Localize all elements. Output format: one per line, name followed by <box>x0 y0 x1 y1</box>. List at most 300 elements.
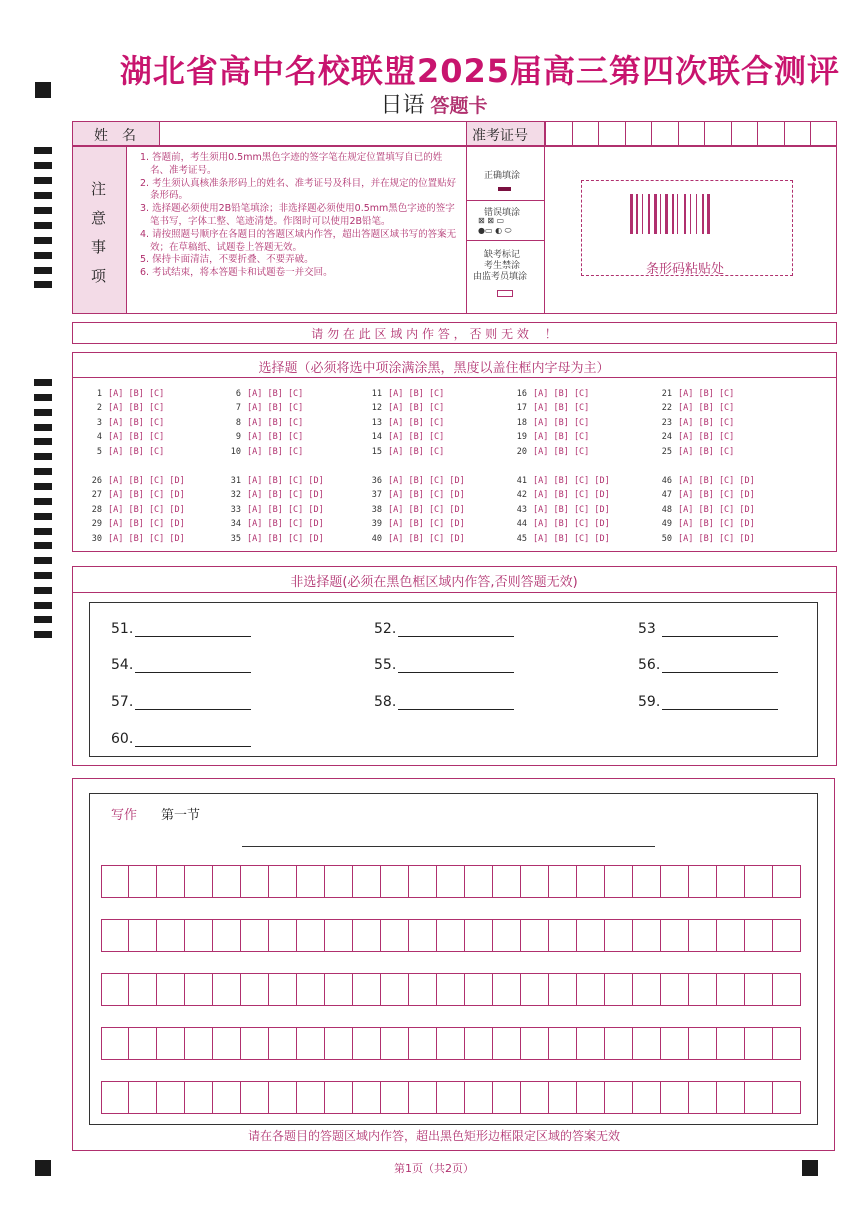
choice-item[interactable] <box>86 490 185 500</box>
exam-id-digit-cell[interactable] <box>598 121 625 146</box>
name-field[interactable] <box>160 121 466 146</box>
choice-options[interactable]: [A] [B] [C] <box>108 432 165 443</box>
q59[interactable] <box>638 694 778 710</box>
writing-cell[interactable] <box>381 1081 409 1114</box>
choice-number: 23 <box>661 417 672 428</box>
writing-cell[interactable] <box>381 973 409 1006</box>
writing-cell[interactable] <box>157 865 185 898</box>
q53[interactable] <box>638 621 778 637</box>
writing-cell[interactable] <box>241 973 269 1006</box>
choice-item[interactable] <box>86 403 164 413</box>
choice-options[interactable]: [A] [B] [C] <box>108 446 165 457</box>
choice-item[interactable] <box>366 447 444 457</box>
writing-cell[interactable] <box>297 919 325 952</box>
writing-cell[interactable] <box>605 1027 633 1060</box>
timing-mark <box>34 513 52 520</box>
choice-options[interactable]: [A] [B] [C] [D] <box>247 490 324 501</box>
writing-grid-row[interactable] <box>101 919 801 952</box>
exam-id-digit-cell[interactable] <box>704 121 731 146</box>
choice-item[interactable] <box>366 389 444 399</box>
writing-cell[interactable] <box>101 1027 129 1060</box>
timing-mark <box>34 252 52 259</box>
barcode-bar <box>642 194 643 234</box>
choice-number: 25 <box>661 446 672 457</box>
choice-item[interactable] <box>656 418 734 428</box>
writing-cell[interactable] <box>549 1027 577 1060</box>
writing-cell[interactable] <box>325 865 353 898</box>
choice-item[interactable] <box>656 447 734 457</box>
choice-options[interactable]: [A] [B] [C] <box>533 446 590 457</box>
writing-cell[interactable] <box>353 919 381 952</box>
choice-number: 18 <box>516 417 527 428</box>
writing-cell[interactable] <box>577 1027 605 1060</box>
choice-options[interactable]: [A] [B] [C] [D] <box>388 490 465 501</box>
writing-cell[interactable] <box>465 1081 493 1114</box>
choice-number: 32 <box>230 490 241 501</box>
notice-item: 5. 保持卡面清洁，不要折叠、不要弄破。 <box>140 254 314 266</box>
timing-mark <box>34 177 52 184</box>
writing-cell[interactable] <box>465 1027 493 1060</box>
choice-item[interactable] <box>656 403 734 413</box>
choice-item[interactable] <box>366 534 465 544</box>
writing-cell[interactable] <box>437 865 465 898</box>
writing-cell[interactable] <box>493 1081 521 1114</box>
choice-options[interactable]: [A] [B] [C] [D] <box>533 490 610 501</box>
writing-cell[interactable] <box>689 1081 717 1114</box>
choice-options[interactable]: [A] [B] [C] <box>678 403 735 414</box>
writing-cell[interactable] <box>521 1081 549 1114</box>
choice-number: 35 <box>230 533 241 544</box>
writing-cell[interactable] <box>605 865 633 898</box>
writing-cell[interactable] <box>661 1027 689 1060</box>
divider <box>72 592 837 593</box>
choice-options[interactable]: [A] [B] [C] [D] <box>247 476 324 486</box>
writing-cell[interactable] <box>185 1027 213 1060</box>
barcode-bar <box>707 194 710 234</box>
writing-cell[interactable] <box>577 919 605 952</box>
writing-cell[interactable] <box>409 919 437 952</box>
writing-cell[interactable] <box>661 865 689 898</box>
writing-cell[interactable] <box>521 973 549 1006</box>
choice-item[interactable] <box>86 447 164 457</box>
writing-cell[interactable] <box>213 865 241 898</box>
writing-cell[interactable] <box>269 1027 297 1060</box>
card-label: 答题卡 <box>430 95 488 117</box>
choice-item[interactable] <box>225 490 324 500</box>
choice-options[interactable]: [A] [B] [C] [D] <box>108 504 185 515</box>
writing-cell[interactable] <box>773 1027 801 1060</box>
writing-cell[interactable] <box>661 973 689 1006</box>
writing-cell[interactable] <box>605 1081 633 1114</box>
choice-options[interactable]: [A] [B] [C] [D] <box>388 519 465 530</box>
choice-item[interactable] <box>225 534 324 544</box>
exam-id-digit-cell[interactable] <box>810 121 837 146</box>
writing-cell[interactable] <box>297 865 325 898</box>
choice-item[interactable] <box>656 490 755 500</box>
choice-options[interactable]: [A] [B] [C] [D] <box>533 504 610 515</box>
writing-cell[interactable] <box>241 1027 269 1060</box>
choice-options[interactable]: [A] [B] [C] [D] <box>678 490 755 501</box>
choice-options[interactable]: [A] [B] [C] <box>108 403 165 414</box>
writing-cell[interactable] <box>493 1027 521 1060</box>
name-label: 姓 名 <box>94 128 136 144</box>
choice-item[interactable] <box>366 418 444 428</box>
choice-options[interactable]: [A] [B] [C] [D] <box>388 533 465 544</box>
writing-cell[interactable] <box>381 1027 409 1060</box>
choice-item[interactable] <box>511 534 610 544</box>
writing-cell[interactable] <box>577 1081 605 1114</box>
writing-cell[interactable] <box>185 919 213 952</box>
choice-item[interactable] <box>511 519 610 529</box>
choice-item[interactable] <box>511 403 589 413</box>
writing-cell[interactable] <box>269 1081 297 1114</box>
choice-item[interactable] <box>225 403 303 413</box>
divider <box>466 240 545 241</box>
writing-cell[interactable] <box>353 1027 381 1060</box>
writing-cell[interactable] <box>353 1081 381 1114</box>
writing-cell[interactable] <box>353 973 381 1006</box>
writing-cell[interactable] <box>689 1027 717 1060</box>
choice-options[interactable]: [A] [B] [C] [D] <box>108 490 185 501</box>
choice-number: 21 <box>661 389 672 399</box>
exam-id-digit-cell[interactable] <box>572 121 599 146</box>
choice-item[interactable] <box>86 476 185 486</box>
choice-item[interactable] <box>366 476 465 486</box>
choice-item[interactable] <box>511 490 610 500</box>
writing-cell[interactable] <box>325 919 353 952</box>
writing-cell[interactable] <box>129 973 157 1006</box>
choice-options[interactable]: [A] [B] [C] <box>247 389 304 399</box>
choice-item[interactable] <box>511 447 589 457</box>
choice-item[interactable] <box>86 418 164 428</box>
writing-cell[interactable] <box>213 919 241 952</box>
writing-cell[interactable] <box>493 919 521 952</box>
writing-cell[interactable] <box>381 865 409 898</box>
barcode-bar <box>665 194 668 234</box>
writing-cell[interactable] <box>465 973 493 1006</box>
choice-options[interactable]: [A] [B] [C] <box>678 389 735 399</box>
choice-options[interactable]: [A] [B] [C] [D] <box>247 533 324 544</box>
writing-cell[interactable] <box>437 1081 465 1114</box>
choice-options[interactable]: [A] [B] [C] [D] <box>388 504 465 515</box>
choice-number: 27 <box>91 490 102 501</box>
writing-cell[interactable] <box>185 865 213 898</box>
writing-cell[interactable] <box>157 973 185 1006</box>
choice-options[interactable]: [A] [B] [C] <box>247 403 304 414</box>
choice-item[interactable] <box>225 389 303 399</box>
writing-cell[interactable] <box>661 1081 689 1114</box>
q55[interactable] <box>374 657 514 673</box>
choice-options[interactable]: [A] [B] [C] <box>388 403 445 414</box>
writing-cell[interactable] <box>129 1027 157 1060</box>
writing-cell[interactable] <box>577 865 605 898</box>
writing-cell[interactable] <box>773 919 801 952</box>
writing-frame <box>89 793 818 1125</box>
writing-cell[interactable] <box>549 865 577 898</box>
choice-options[interactable]: [A] [B] [C] <box>388 446 445 457</box>
choice-item[interactable] <box>366 490 465 500</box>
writing-cell[interactable] <box>633 973 661 1006</box>
choice-options[interactable]: [A] [B] [C] <box>533 403 590 414</box>
choice-number: 37 <box>371 490 382 501</box>
choice-item[interactable] <box>511 418 589 428</box>
choice-title: 选择题（必须将选中项涂满涂黑，黑度以盖住框内字母为主） <box>258 361 610 376</box>
writing-cell[interactable] <box>549 919 577 952</box>
choice-item[interactable] <box>225 476 324 486</box>
writing-cell[interactable] <box>773 865 801 898</box>
writing-cell[interactable] <box>437 919 465 952</box>
wrong-fill-label: 错误填涂 <box>484 208 521 218</box>
choice-item[interactable] <box>656 476 755 486</box>
q57[interactable] <box>111 694 251 710</box>
choice-options[interactable]: [A] [B] [C] <box>388 417 445 428</box>
choice-options[interactable]: [A] [B] [C] <box>247 432 304 443</box>
choice-options[interactable]: [A] [B] [C] <box>247 417 304 428</box>
choice-options[interactable]: [A] [B] [C] [D] <box>678 476 755 486</box>
writing-cell[interactable] <box>745 973 773 1006</box>
writing-cell[interactable] <box>773 973 801 1006</box>
absent-mark-box[interactable] <box>497 290 513 297</box>
notice-item: 6. 考试结束，将本答题卡和试题卷一并交回。 <box>140 267 333 279</box>
writing-cell[interactable] <box>437 973 465 1006</box>
choice-number: 9 <box>235 432 241 443</box>
exam-id-digit-cell[interactable] <box>545 121 572 146</box>
writing-cell[interactable] <box>745 1081 773 1114</box>
writing-cell[interactable] <box>661 919 689 952</box>
page-title: 湖北省高中名校联盟2025届高三第四次联合测评 <box>119 52 840 90</box>
writing-cell[interactable] <box>381 919 409 952</box>
writing-cell[interactable] <box>157 919 185 952</box>
exam-id-digit-cell[interactable] <box>757 121 784 146</box>
choice-item[interactable] <box>511 389 589 399</box>
writing-cell[interactable] <box>101 973 129 1006</box>
writing-cell[interactable] <box>717 919 745 952</box>
writing-cell[interactable] <box>213 1027 241 1060</box>
writing-cell[interactable] <box>241 919 269 952</box>
choice-item[interactable] <box>86 389 164 399</box>
writing-cell[interactable] <box>745 865 773 898</box>
writing-cell[interactable] <box>129 865 157 898</box>
barcode-bar <box>654 194 657 234</box>
choice-options[interactable]: [A] [B] [C] [D] <box>533 519 610 530</box>
choice-options[interactable]: [A] [B] [C] <box>678 417 735 428</box>
choice-number: 50 <box>661 533 672 544</box>
writing-cell[interactable] <box>213 1081 241 1114</box>
writing-title-line[interactable] <box>242 846 655 847</box>
choice-item[interactable] <box>225 418 303 428</box>
writing-cell[interactable] <box>269 973 297 1006</box>
writing-cell[interactable] <box>633 919 661 952</box>
choice-options[interactable]: [A] [B] [C] [D] <box>247 504 324 515</box>
choice-options[interactable]: [A] [B] [C] [D] <box>533 476 610 486</box>
writing-cell[interactable] <box>745 1027 773 1060</box>
writing-cell[interactable] <box>689 865 717 898</box>
choice-options[interactable]: [A] [B] [C] [D] <box>388 476 465 486</box>
choice-item[interactable] <box>225 432 303 442</box>
choice-item[interactable] <box>511 505 610 515</box>
writing-cell[interactable] <box>185 1081 213 1114</box>
timing-mark <box>34 528 52 535</box>
choice-options[interactable]: [A] [B] [C] [D] <box>247 519 324 530</box>
choice-options[interactable]: [A] [B] [C] <box>388 389 445 399</box>
choice-number: 13 <box>371 417 382 428</box>
choice-options[interactable]: [A] [B] [C] <box>533 389 590 399</box>
q54[interactable] <box>111 657 251 673</box>
choice-item[interactable] <box>366 519 465 529</box>
choice-number: 5 <box>96 446 102 457</box>
choice-item[interactable] <box>225 519 324 529</box>
choice-item[interactable] <box>656 534 755 544</box>
choice-item[interactable] <box>86 505 185 515</box>
writing-cell[interactable] <box>269 919 297 952</box>
choice-options[interactable]: [A] [B] [C] <box>388 432 445 443</box>
choice-item[interactable] <box>86 432 164 442</box>
q60[interactable] <box>111 731 251 747</box>
exam-id-digit-cell[interactable] <box>731 121 758 146</box>
choice-item[interactable] <box>511 476 610 486</box>
writing-cell[interactable] <box>353 865 381 898</box>
choice-options[interactable]: [A] [B] [C] [D] <box>678 533 755 544</box>
exam-id-digit-cell[interactable] <box>651 121 678 146</box>
q52[interactable] <box>374 621 514 637</box>
writing-cell[interactable] <box>101 1081 129 1114</box>
writing-cell[interactable] <box>325 973 353 1006</box>
barcode-bar <box>648 194 650 234</box>
writing-cell[interactable] <box>717 1081 745 1114</box>
writing-cell[interactable] <box>745 919 773 952</box>
writing-cell[interactable] <box>577 973 605 1006</box>
choice-item[interactable] <box>366 505 465 515</box>
choice-item[interactable] <box>656 505 755 515</box>
choice-options[interactable]: [A] [B] [C] <box>678 432 735 443</box>
writing-cell[interactable] <box>409 1027 437 1060</box>
writing-grid-row[interactable] <box>101 1027 801 1060</box>
choice-item[interactable] <box>656 519 755 529</box>
writing-cell[interactable] <box>241 865 269 898</box>
choice-item[interactable] <box>86 534 185 544</box>
writing-cell[interactable] <box>437 1027 465 1060</box>
writing-cell[interactable] <box>157 1027 185 1060</box>
q-number: 55. <box>374 657 397 673</box>
writing-cell[interactable] <box>465 919 493 952</box>
choice-options[interactable]: [A] [B] [C] <box>533 432 590 443</box>
writing-cell[interactable] <box>549 1081 577 1114</box>
choice-item[interactable] <box>225 447 303 457</box>
writing-cell[interactable] <box>717 865 745 898</box>
choice-number: 29 <box>91 519 102 530</box>
choice-options[interactable]: [A] [B] [C] [D] <box>108 519 185 530</box>
writing-cell[interactable] <box>605 919 633 952</box>
choice-number: 17 <box>516 403 527 414</box>
choice-item[interactable] <box>656 389 734 399</box>
q56[interactable] <box>638 657 778 673</box>
writing-cell[interactable] <box>101 865 129 898</box>
writing-cell[interactable] <box>409 1081 437 1114</box>
choice-options[interactable]: [A] [B] [C] <box>108 389 165 399</box>
choice-item[interactable] <box>656 432 734 442</box>
choice-item[interactable] <box>225 505 324 515</box>
timing-mark <box>34 379 52 386</box>
timing-mark <box>34 267 52 274</box>
choice-item[interactable] <box>86 519 185 529</box>
writing-cell[interactable] <box>325 1027 353 1060</box>
writing-cell[interactable] <box>157 1081 185 1114</box>
choice-options[interactable]: [A] [B] [C] [D] <box>678 519 755 530</box>
writing-cell[interactable] <box>605 973 633 1006</box>
writing-cell[interactable] <box>717 1027 745 1060</box>
writing-cell[interactable] <box>185 973 213 1006</box>
timing-mark <box>34 631 52 638</box>
writing-grid-row[interactable] <box>101 865 801 898</box>
writing-cell[interactable] <box>521 919 549 952</box>
q51[interactable] <box>111 621 251 637</box>
choice-options[interactable]: [A] [B] [C] <box>108 417 165 428</box>
writing-cell[interactable] <box>409 973 437 1006</box>
choice-options[interactable]: [A] [B] [C] [D] <box>533 533 610 544</box>
q58[interactable] <box>374 694 514 710</box>
writing-cell[interactable] <box>633 865 661 898</box>
timing-mark <box>34 616 52 623</box>
writing-grid-row[interactable] <box>101 1081 801 1114</box>
writing-cell[interactable] <box>101 919 129 952</box>
choice-item[interactable] <box>366 403 444 413</box>
writing-cell[interactable] <box>717 973 745 1006</box>
choice-number: 30 <box>91 533 102 544</box>
timing-mark <box>34 468 52 475</box>
notice-label-2: 意 <box>91 209 107 227</box>
exam-id-digit-cell[interactable] <box>678 121 705 146</box>
writing-cell[interactable] <box>689 919 717 952</box>
writing-cell[interactable] <box>213 973 241 1006</box>
writing-cell[interactable] <box>549 973 577 1006</box>
writing-cell[interactable] <box>493 973 521 1006</box>
choice-options[interactable]: [A] [B] [C] [D] <box>678 504 755 515</box>
writing-cell[interactable] <box>325 1081 353 1114</box>
choice-options[interactable]: [A] [B] [C] <box>678 446 735 457</box>
choice-options[interactable]: [A] [B] [C] [D] <box>108 533 185 544</box>
choice-item[interactable] <box>366 432 444 442</box>
barcode-bar <box>630 194 633 234</box>
exam-id-digit-cell[interactable] <box>784 121 811 146</box>
choice-number: 45 <box>516 533 527 544</box>
writing-cell[interactable] <box>297 1027 325 1060</box>
writing-cell[interactable] <box>297 1081 325 1114</box>
writing-cell[interactable] <box>493 865 521 898</box>
choice-item[interactable] <box>511 432 589 442</box>
writing-cell[interactable] <box>129 919 157 952</box>
writing-cell[interactable] <box>773 1081 801 1114</box>
writing-cell[interactable] <box>633 1081 661 1114</box>
writing-cell[interactable] <box>521 1027 549 1060</box>
writing-grid-row[interactable] <box>101 973 801 1006</box>
writing-cell[interactable] <box>297 973 325 1006</box>
writing-cell[interactable] <box>269 865 297 898</box>
writing-cell[interactable] <box>689 973 717 1006</box>
writing-cell[interactable] <box>409 865 437 898</box>
writing-cell[interactable] <box>633 1027 661 1060</box>
choice-options[interactable]: [A] [B] [C] <box>247 446 304 457</box>
q-number: 60. <box>111 731 134 747</box>
writing-cell[interactable] <box>129 1081 157 1114</box>
writing-cell[interactable] <box>465 865 493 898</box>
writing-cell[interactable] <box>241 1081 269 1114</box>
choice-number: 28 <box>91 504 102 515</box>
exam-id-digit-cell[interactable] <box>625 121 652 146</box>
choice-options[interactable]: [A] [B] [C] [D] <box>108 476 185 486</box>
writing-cell[interactable] <box>521 865 549 898</box>
notice-label-3: 事 <box>91 238 107 256</box>
choice-options[interactable]: [A] [B] [C] <box>533 417 590 428</box>
